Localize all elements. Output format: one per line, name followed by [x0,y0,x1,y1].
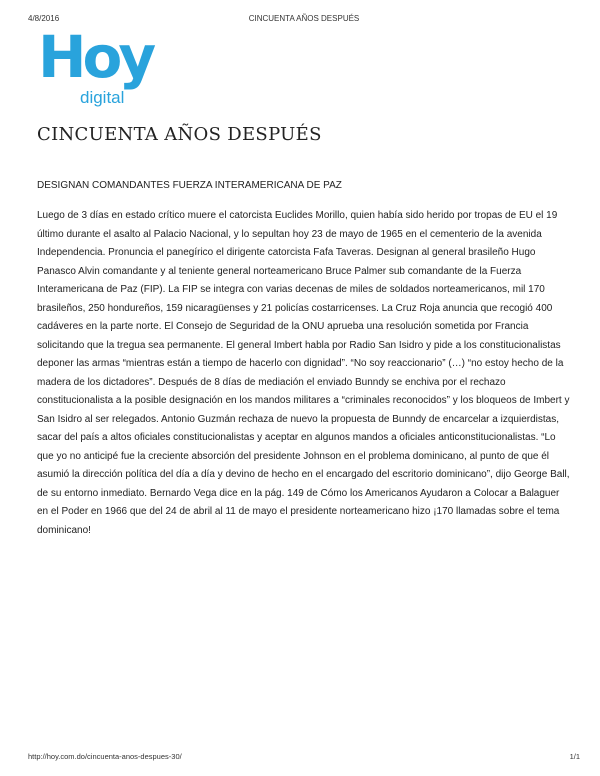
page-number: 1/1 [569,752,580,761]
print-footer [28,752,580,762]
hoy-digital-logo[interactable] [38,23,178,114]
article-body: Luego de 3 días en estado crítico muere el catorcista Euclides Morillo, quien había sido herido por tropas de EU el 19 último durante el asalto al Palacio Nacional, y lo sepultan hoy 23 de mayo de 1965 en el cementerio de la avenida Independencia. Pronuncia el panegírico el dirigente catorcista Fafa Taveras. Designan al general brasileño Hugo Panasco Alvin comandante y al teniente general norteamericano Bruce Palmer sub comandante de la Fuerza Interamericana de Paz (FIP). La FIP se integra con varias decenas de miles de soldados norteamericanos, mil 170 brasileños, 250 hondureños, 159 nicaragüenses y 21 policías costarricenses. La Cruz Roja anuncia que recogió 400 cadáveres en la parte norte. El Consejo de Seguridad de la ONU aprueba una resolución sometida por Francia solicitando que la tregua sea permanente. El general Imbert habla por Radio San Isidro y pide a los constitucionalistas deponer las armas “mientras están a tiempo de hacerlo con dignidad”. “No soy reaccionario” (…) “no estoy hecho de la madera de los dictadores”. Después de 8 días de mediación el enviado Bunndy se enchiva por el rechazo constitucionalista a la posible designación en los mandos militares a “criminales reconocidos” y los bloqueos de Imbert y San Isidro al ser relegados. Antonio Guzmán rechaza de nuevo la propuesta de Bunndy de encarcelar a izquierdistas, sacar del país a altos oficiales constitucionalistas y aceptar en algunos mandos a oficiales anticonstitucionalistas. “Lo que yo no anticipé fue la creciente absorción del presidente Johnson en el problema dominicano, al punto de que él asumió la dirección política del día a día y devino de hecho en el encargado del escritorio dominicano”, dijo George Ball, de su entorno inmediato. Bernardo Vega dice en la pág. 149 de Cómo los Americanos Ayudaron a Colocar a Balaguer en el Poder en 1966 que del 24 de abril al 11 de mayo el presidente norteamericano hizo ¡170 llamadas sobre el tema dominicano! [37,210,570,536]
print-date: 4/8/2016 [28,14,60,23]
article-headline: CINCUENTA AÑOS DESPUÉS [37,124,322,145]
article-subhead: DESIGNAN COMANDANTES FUERZA INTERAMERICANA DE PAZ [37,180,342,191]
logo-wordmark: Hoy [38,23,153,91]
logo-subtitle: digital [80,88,125,107]
page-url: http://hoy.com.do/cincuenta-anos-despues-30/ [28,752,182,761]
print-title: CINCUENTA AÑOS DESPUÉS [248,14,360,23]
